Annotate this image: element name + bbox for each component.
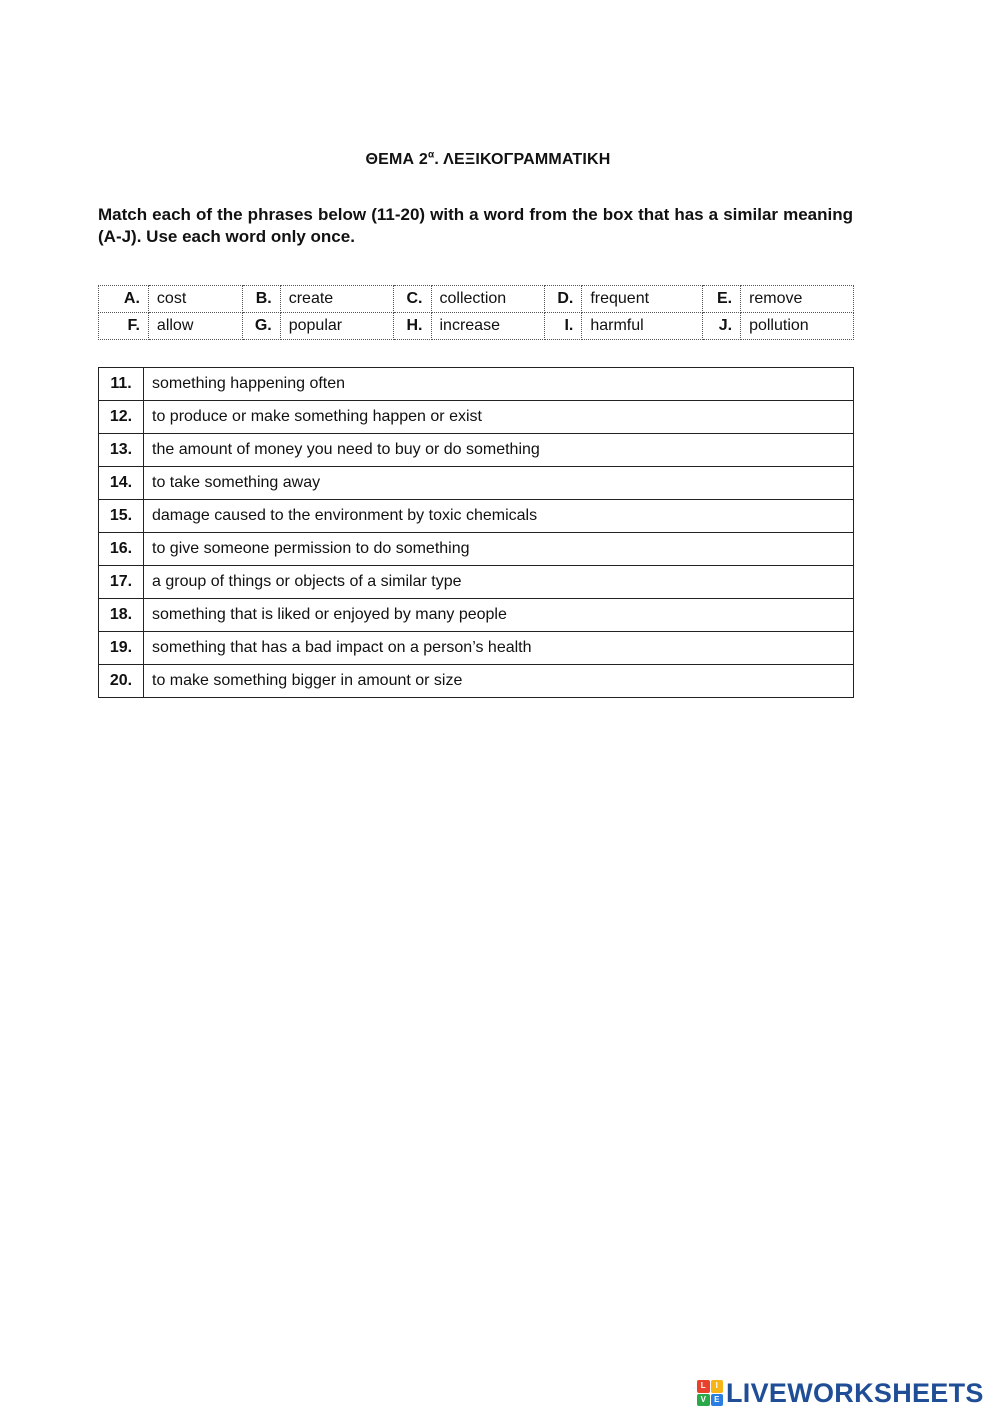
definition-row <box>99 434 854 467</box>
definition-number: 15. <box>99 500 144 533</box>
word-box-letter: I. <box>545 313 582 340</box>
definition-number: 18. <box>99 599 144 632</box>
word-box-letter: A. <box>99 286 149 313</box>
word-box-letter: C. <box>393 286 431 313</box>
definition-row <box>99 467 854 500</box>
word-box-letter: E. <box>703 286 741 313</box>
word-box-word: popular <box>280 313 393 340</box>
liveworksheets-watermark <box>697 1378 984 1408</box>
definition-number: 13. <box>99 434 144 467</box>
word-box-letter: H. <box>393 313 431 340</box>
definition-number: 19. <box>99 632 144 665</box>
word-box-word: create <box>280 286 393 313</box>
definition-number: 17. <box>99 566 144 599</box>
definition-row <box>99 500 854 533</box>
definition-text: something happening often <box>144 368 854 401</box>
word-box-row <box>99 313 854 340</box>
definition-number: 11. <box>99 368 144 401</box>
definition-number: 20. <box>99 665 144 698</box>
definition-row <box>99 401 854 434</box>
page-title <box>0 151 976 169</box>
definition-text: a group of things or objects of a similar type <box>144 566 854 599</box>
logo-cell: V <box>697 1394 710 1407</box>
definition-row <box>99 599 854 632</box>
title-rest: . ΛΕΞΙΚΟΓΡΑΜΜΑΤΙΚΗ <box>434 151 611 168</box>
definition-row <box>99 533 854 566</box>
word-box-word: pollution <box>741 313 854 340</box>
liveworksheets-logo-icon <box>697 1380 723 1406</box>
logo-cell: I <box>711 1380 724 1393</box>
definition-text: something that is liked or enjoyed by many people <box>144 599 854 632</box>
definition-text: to make something bigger in amount or size <box>144 665 854 698</box>
word-box-word: cost <box>148 286 242 313</box>
definition-text: to give someone permission to do something <box>144 533 854 566</box>
title-main: ΘΕΜΑ 2 <box>365 151 429 168</box>
word-box-word: increase <box>431 313 545 340</box>
logo-cell: E <box>711 1394 724 1407</box>
word-box-letter: B. <box>242 286 280 313</box>
word-box-letter: G. <box>242 313 280 340</box>
watermark-text: LIVEWORKSHEETS <box>726 1377 984 1408</box>
definition-text: to produce or make something happen or exist <box>144 401 854 434</box>
definition-row <box>99 632 854 665</box>
word-box-word: harmful <box>582 313 703 340</box>
definition-text: to take something away <box>144 467 854 500</box>
logo-cell: L <box>697 1380 710 1393</box>
definition-number: 12. <box>99 401 144 434</box>
definition-text: something that has a bad impact on a person’s health <box>144 632 854 665</box>
word-box-letter: F. <box>99 313 149 340</box>
word-box-word: collection <box>431 286 545 313</box>
definition-row <box>99 566 854 599</box>
word-box-letter: D. <box>545 286 582 313</box>
definition-row <box>99 368 854 401</box>
word-box-letter: J. <box>703 313 741 340</box>
instructions: Match each of the phrases below (11-20) with a word from the box that has a similar meaning (A-J). Use each word only once. <box>98 205 853 246</box>
word-box <box>98 285 854 340</box>
definitions-table <box>98 367 854 698</box>
definition-number: 14. <box>99 467 144 500</box>
definition-text: damage caused to the environment by toxic chemicals <box>144 500 854 533</box>
title-superscript: α <box>428 149 435 161</box>
word-box-row <box>99 286 854 313</box>
word-box-word: remove <box>741 286 854 313</box>
definition-number: 16. <box>99 533 144 566</box>
word-box-word: allow <box>148 313 242 340</box>
word-box-word: frequent <box>582 286 703 313</box>
definition-text: the amount of money you need to buy or do something <box>144 434 854 467</box>
definition-row <box>99 665 854 698</box>
